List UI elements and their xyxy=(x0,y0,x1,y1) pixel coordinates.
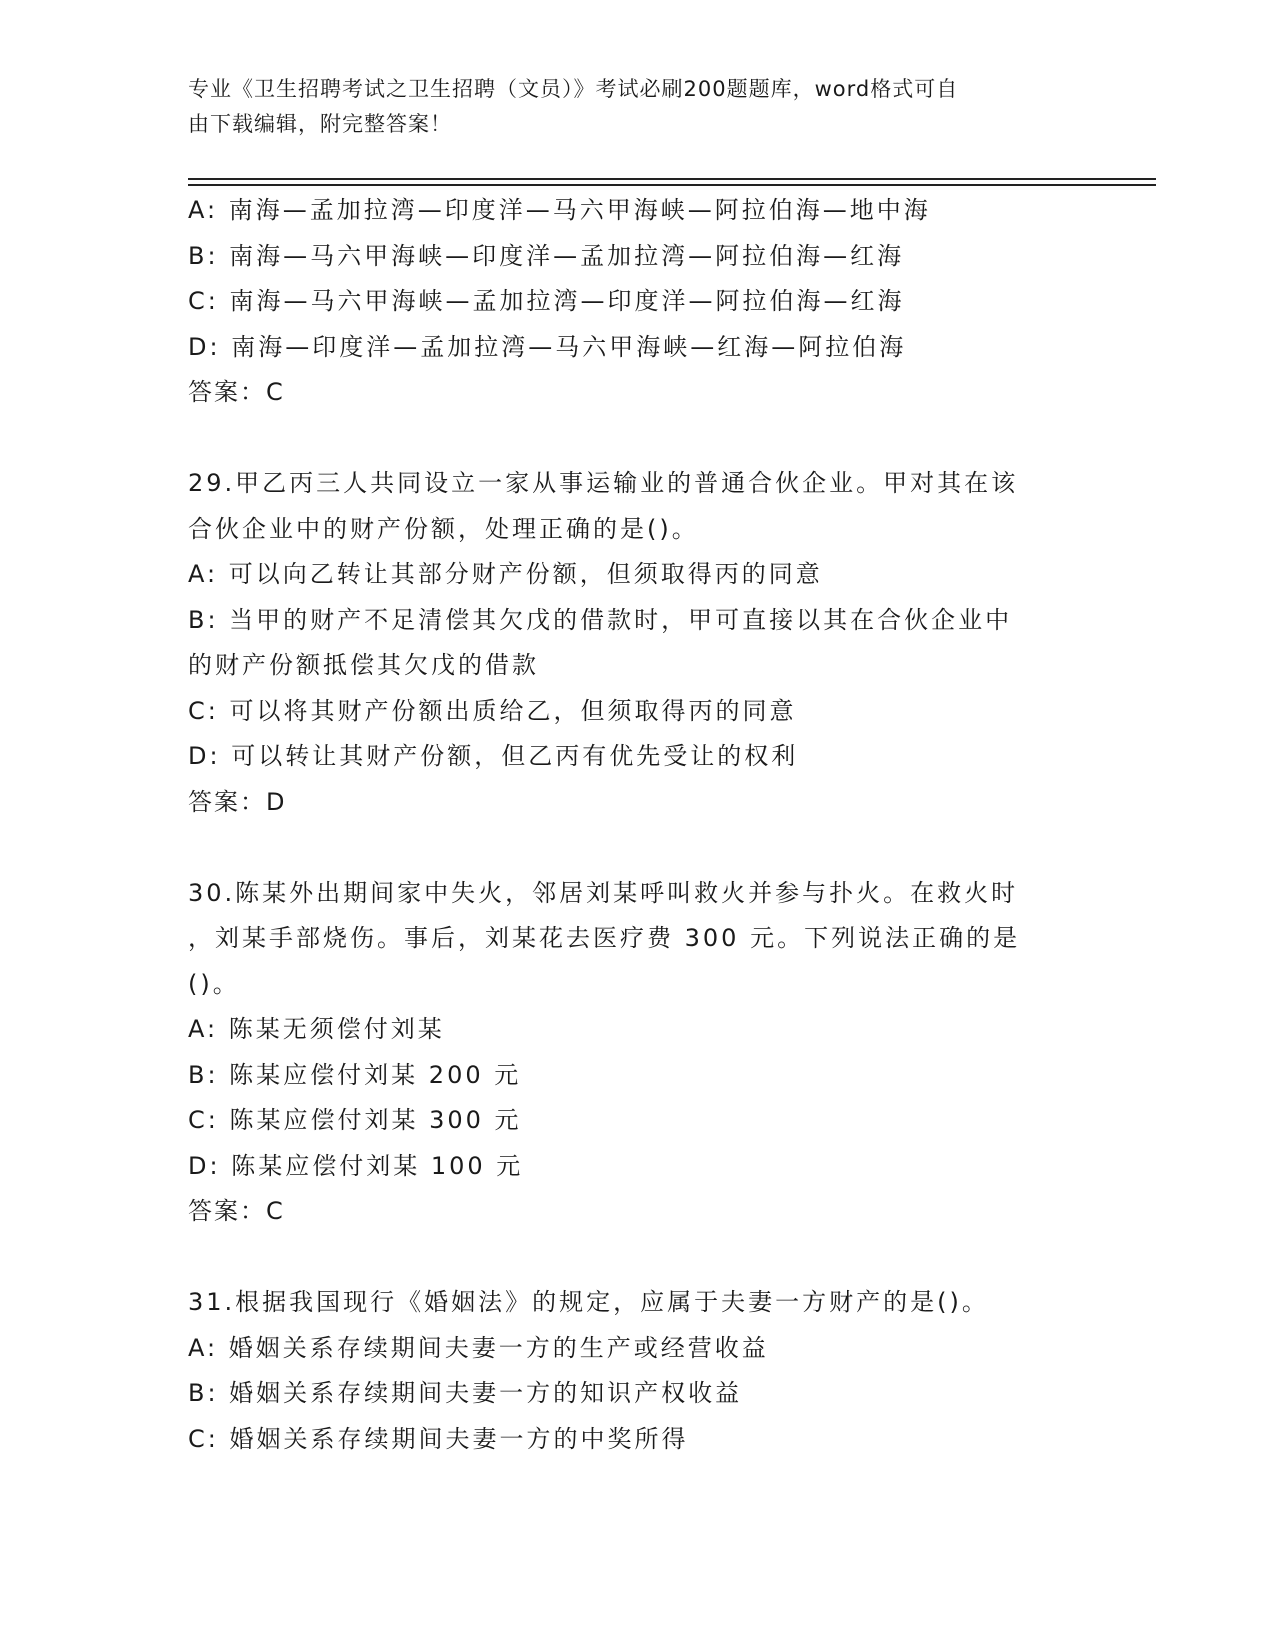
header-divider-bottom xyxy=(188,184,1156,186)
option-b: B: 当甲的财产不足清偿其欠戊的借款时，甲可直接以其在合伙企业中 xyxy=(188,605,1013,634)
header-line-1: 专业《卫生招聘考试之卫生招聘（文员）》考试必刷200题题库，word格式可自 xyxy=(188,77,959,101)
option-c: C: 陈某应偿付刘某 300 元 xyxy=(188,1106,522,1134)
option-b: B: 婚姻关系存续期间夫妻一方的知识产权收益 xyxy=(188,1379,743,1407)
question-stem: 29.甲乙丙三人共同设立一家从事运输业的普通合伙企业。甲对其在该 xyxy=(188,469,1019,497)
option-c: C: 婚姻关系存续期间夫妻一方的中奖所得 xyxy=(188,1424,689,1453)
answer: 答案：C xyxy=(188,1197,285,1225)
question-31 xyxy=(188,1280,1088,1462)
option-d: D: 可以转让其财产份额，但乙丙有优先受让的权利 xyxy=(188,742,799,770)
question-30 xyxy=(188,871,1088,1235)
header-line-2: 由下载编辑，附完整答案！ xyxy=(188,112,452,136)
question-28 xyxy=(188,188,1088,416)
header-divider-top xyxy=(188,178,1156,180)
option-c: C: 可以将其财产份额出质给乙，但须取得丙的同意 xyxy=(188,696,797,725)
option-a: A: 南海—孟加拉湾—印度洋—马六甲海峡—阿拉伯海—地中海 xyxy=(188,196,931,224)
question-list xyxy=(188,188,1088,1462)
option-b-continued: 的财产份额抵偿其欠戊的借款 xyxy=(188,651,539,679)
option-b: B: 陈某应偿付刘某 200 元 xyxy=(188,1060,522,1089)
spacer xyxy=(188,1235,1088,1281)
spacer xyxy=(188,416,1088,462)
question-stem-continued: 合伙企业中的财产份额，处理正确的是()。 xyxy=(188,514,699,543)
option-c: C: 南海—马六甲海峡—孟加拉湾—印度洋—阿拉伯海—红海 xyxy=(188,287,905,315)
question-stem: 30.陈某外出期间家中失火，邻居刘某呼叫救火并参与扑火。在救火时 xyxy=(188,878,1019,907)
option-d: D: 陈某应偿付刘某 100 元 xyxy=(188,1151,524,1180)
answer: 答案：D xyxy=(188,787,287,816)
option-d: D: 南海—印度洋—孟加拉湾—马六甲海峡—红海—阿拉伯海 xyxy=(188,332,907,361)
question-stem: 31.根据我国现行《婚姻法》的规定，应属于夫妻一方财产的是()。 xyxy=(188,1288,989,1316)
question-29 xyxy=(188,461,1088,825)
answer: 答案：C xyxy=(188,378,285,406)
page-header xyxy=(188,72,1068,142)
option-a: A: 可以向乙转让其部分财产份额，但须取得丙的同意 xyxy=(188,560,823,588)
option-a: A: 婚姻关系存续期间夫妻一方的生产或经营收益 xyxy=(188,1333,769,1362)
option-a: A: 陈某无须偿付刘某 xyxy=(188,1015,445,1043)
spacer xyxy=(188,825,1088,871)
question-stem-continued: ()。 xyxy=(188,969,240,998)
option-b: B: 南海—马六甲海峡—印度洋—孟加拉湾—阿拉伯海—红海 xyxy=(188,241,905,270)
question-stem-continued: ，刘某手部烧伤。事后，刘某花去医疗费 300 元。下列说法正确的是 xyxy=(188,924,1021,952)
